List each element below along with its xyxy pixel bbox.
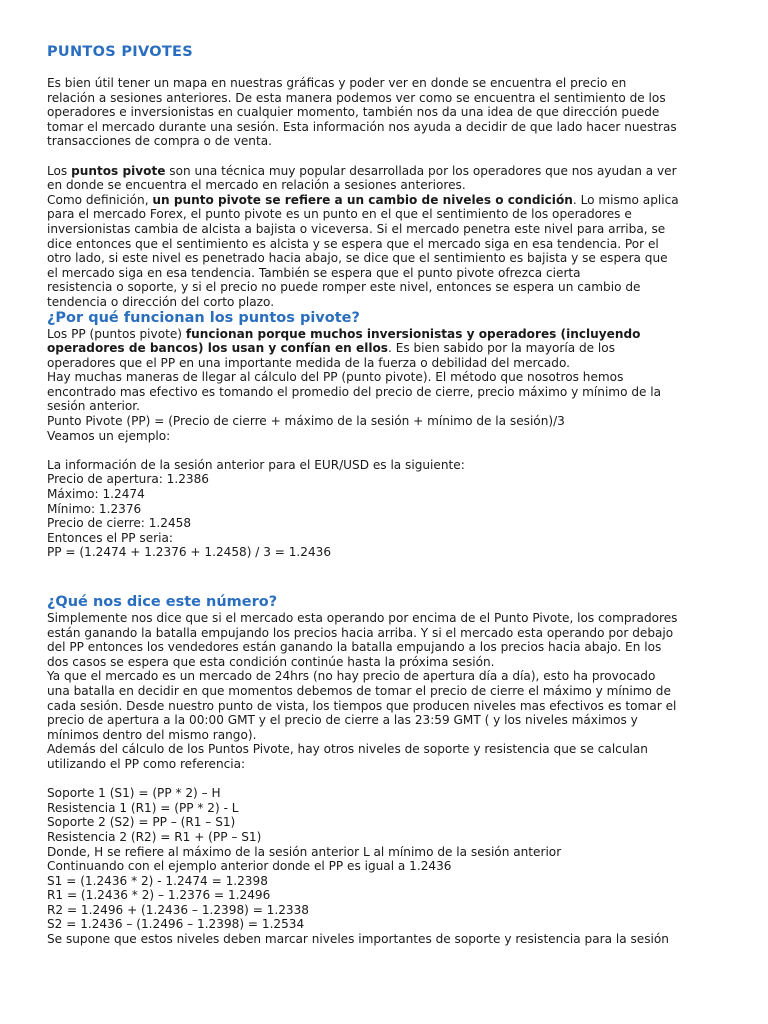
example-line: Entonces el PP seria: (47, 530, 173, 545)
example-block (47, 458, 718, 560)
why-line: encontrado mas efectivo es tomando el promedio del precio de cierre, precio máximo y mínimo de la (47, 384, 662, 399)
bold-text: funcionan porque muchos inversionistas y operadores (incluyendo (185, 326, 641, 341)
what-line: precio de apertura a la 00:00 GMT y el precio de cierre a las 23:59 GMT ( y los niveles máximos y (47, 713, 638, 728)
section-heading-what: ¿Qué nos dice este número? (47, 594, 278, 610)
definition-line: para el mercado Forex, el punto pivote es un punto en el que el sentimiento de los operadores e (47, 207, 632, 222)
bold-text: operadores de bancos) los usan y confían en ellos (47, 341, 388, 356)
intro-line: tomar el mercado durante una sesión. Esta información nos ayuda a decidir de que lado hacer nuestras (47, 119, 677, 134)
formula-line: Resistencia 2 (R2) = R1 + (PP – S1) (47, 829, 262, 844)
intro-line: transacciones de compra o de venta. (47, 134, 272, 149)
bold-definition: un punto pivote se refiere a un cambio de niveles o condición (152, 192, 573, 207)
definition-paragraph (47, 164, 718, 310)
definition-line: tendencia o dirección del corto plazo. (47, 294, 275, 309)
example-line: Mínimo: 1.2376 (47, 501, 142, 516)
example-line: La información de la sesión anterior para el EUR/USD es la siguiente: (47, 457, 465, 472)
what-line: Simplemente nos dice que si el mercado esta operando por encima de el Punto Pivote, los compradores (47, 611, 678, 625)
what-line: mínimos dentro del mismo rango). (47, 727, 257, 742)
intro-paragraph (47, 76, 718, 149)
definition-line (47, 193, 718, 208)
definition-line: inversionistas cambia de alcista a bajista o viceversa. Si el mercado penetra este nivel para arriba, se (47, 221, 666, 236)
bold-term: puntos pivote (71, 163, 166, 178)
intro-line: operadores e inversionistas en cualquier momento, también nos da una idea de que dirección puede (47, 105, 660, 120)
definition-line: en donde se encuentra el mercado en relación a sesiones anteriores. (47, 178, 466, 193)
example-line: Precio de apertura: 1.2386 (47, 472, 209, 487)
formula-line: R1 = (1.2436 * 2) – 1.2376 = 1.2496 (47, 888, 271, 903)
definition-line: resistencia o soporte, y si el precio no puede romper este nivel, entonces se espera un cambio de (47, 280, 641, 295)
why-line: Veamos un ejemplo: (47, 428, 171, 443)
text-run: . Lo mismo aplica (572, 192, 679, 207)
why-line (47, 327, 718, 342)
formula-line: Se supone que estos niveles deben marcar niveles importantes de soporte y resistencia para la sesión (47, 932, 669, 947)
text-run: Los (47, 163, 72, 178)
spacer (47, 443, 718, 458)
text-run: Como definición, (47, 192, 153, 207)
text-run: Los PP (puntos pivote) (47, 326, 186, 341)
formula-line: Continuando con el ejemplo anterior donde el PP es igual a 1.2436 (47, 859, 452, 874)
what-line: están ganando la batalla empujando los precios hacia arriba. Y si el mercado esta operando por debajo (47, 625, 674, 640)
what-line: utilizando el PP como referencia: (47, 756, 246, 771)
definition-line: otro lado, si este nivel es penetrado hacia abajo, se dice que el sentimiento es bajista y se espera que (47, 251, 668, 266)
formula-line: Soporte 1 (S1) = (PP * 2) – H (47, 786, 221, 801)
example-line: PP = (1.2474 + 1.2376 + 1.2458) / 3 = 1.2436 (47, 545, 332, 560)
formula-line: Punto Pivote (PP) = (Precio de cierre + máximo de la sesión + mínimo de la sesión)/3 (47, 414, 565, 429)
definition-line: el mercado siga en esa tendencia. También se espera que el punto pivote ofrezca cierta (47, 265, 581, 280)
formula-line: S2 = 1.2436 – (1.2496 – 1.2398) = 1.2534 (47, 917, 305, 932)
example-line: Precio de cierre: 1.2458 (47, 516, 192, 531)
formula-line: Soporte 2 (S2) = PP – (R1 – S1) (47, 815, 236, 830)
why-line (47, 341, 718, 356)
why-line: sesión anterior. (47, 399, 141, 414)
spacer (47, 149, 718, 164)
formula-line: Resistencia 1 (R1) = (PP * 2) - L (47, 800, 239, 815)
why-paragraph (47, 327, 718, 444)
what-line: cada sesión. Desde nuestro punto de vista, los tiempos que producen niveles mas efectivos es tomar el (47, 698, 677, 713)
intro-line: relación a sesiones anteriores. De esta manera podemos ver como se encuentra el sentimiento de los (47, 90, 666, 105)
formulas-block (47, 786, 718, 947)
text-run: . Es bien sabido por la mayoría de los (388, 341, 615, 356)
definition-line: dice entonces que el sentimiento es alcista y se espera que el mercado siga en esa tendencia. Por el (47, 236, 659, 251)
formula-line: Donde, H se refiere al máximo de la sesión anterior L al mínimo de la sesión anterior (47, 844, 562, 859)
intro-line: Es bien útil tener un mapa en nuestras gráficas y poder ver en donde se encuentra el precio en (47, 76, 627, 90)
what-line: Ya que el mercado es un mercado de 24hrs (no hay precio de apertura día a día), esto ha provocado (47, 669, 656, 684)
what-line: dos casos se espera que esta condición continúe hasta la próxima sesión. (47, 654, 495, 669)
example-line: Máximo: 1.2474 (47, 487, 145, 502)
section-heading-why: ¿Por qué funcionan los puntos pivote? (47, 309, 360, 326)
what-line: del PP entonces los vendedores están ganando la batalla empujando a los precios hacia abajo. En los (47, 640, 662, 655)
formula-line: S1 = (1.2436 * 2) - 1.2474 = 1.2398 (47, 873, 268, 888)
definition-line (47, 164, 718, 179)
spacer (47, 772, 718, 787)
what-paragraph (47, 611, 718, 772)
document-title: PUNTOS PIVOTES (47, 44, 193, 60)
what-line: Además del cálculo de los Puntos Pivote, hay otros niveles de soporte y resistencia que se calculan (47, 742, 648, 757)
what-line: una batalla en decidir en que momentos debemos de tomar el precio de cierre el máximo y mínimo de (47, 683, 671, 698)
why-line: Hay muchas maneras de llegar al cálculo del PP (punto pivote). El método que nosotros hemos (47, 370, 624, 385)
why-line: operadores que el PP en una importante medida de la fuerza o debilidad del mercado. (47, 355, 570, 370)
formula-line: R2 = 1.2496 + (1.2436 – 1.2398) = 1.2338 (47, 902, 309, 917)
text-run: son una técnica muy popular desarrollada por los operadores que nos ayudan a ver (165, 163, 677, 178)
